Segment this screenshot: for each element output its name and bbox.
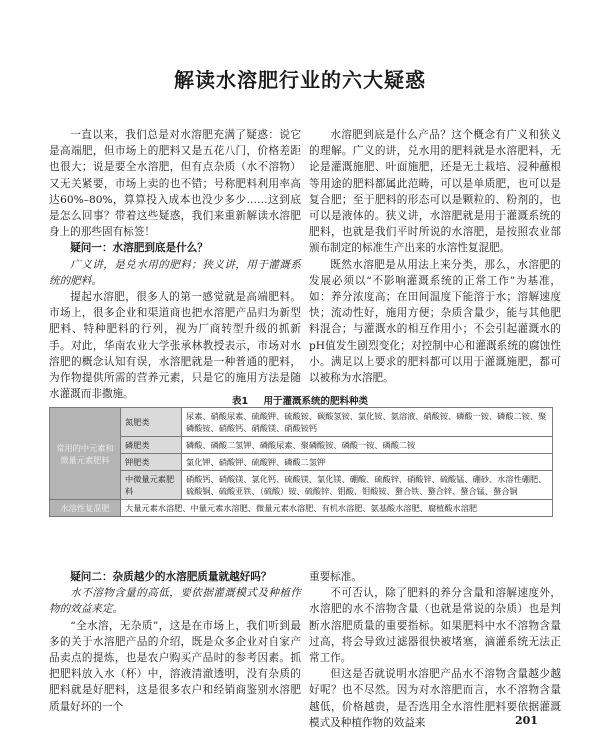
table-row-label: 磷肥类 xyxy=(121,437,182,454)
table-cell: 大量元素水溶肥、中量元素水溶肥、微量元素水溶肥、有机水溶肥、氨基酸水溶肥、腐植酸水溶肥 xyxy=(121,500,553,517)
table-cell: 硝酸钙、硝酸镁、氯化钙、硫酸镁、氯化镁、硼酸、硫酸锌、硝酸锌、硫酸锰、硼砂、水溶性硼肥、硫酸铜、硫酸亚铁、（硫酸）铵、硫酸锌、钼酸、钼酸铵、螯合铁、螯合锌、螯合锰、螯合铜 xyxy=(182,471,553,500)
table-row xyxy=(50,408,553,437)
table-caption xyxy=(0,393,600,407)
table-row xyxy=(50,500,553,517)
paragraph: “全水溶，无杂质”，这是在市场上，我们听到最多的关于水溶肥产品的介绍，既是众多企业对自家产品卖点的提炼，也是农户购买产品时的参考因素。抓把肥料放入水（杯）中，溶液清澈透明，没有杂质的肥料就是好肥料，这是很多农户和经销商鉴别水溶肥质量好坏的一个 xyxy=(49,619,301,713)
paragraph: 既然水溶肥是从用法上来分类，那么，水溶肥的发展必须以“不影响灌溉系统的正常工作”为基准，如：养分浓度高；在田间温度下能溶于水；溶解速度快；流动性好，施用方便；杂质含量少，能与其他肥料混合；与灌溉水的相互作用小；不会引起灌溉水的pH值发生剧烈变化；对控制中心和灌溉系统的腐蚀性小。满足以上要求的肥料都可以用于灌溉施肥，都可以被称为水溶肥。 xyxy=(309,258,561,385)
paragraph: 不可否认，除了肥料的养分含量和溶解速度外，水溶肥的水不溶物含量（也就是常说的杂质）也是判断水溶肥质量的重要指标。如果肥料中水不溶物含量过高，将会导致过滤器很快被堵塞，滴灌系统无法正常工作。 xyxy=(309,587,561,665)
table-group-label: 水溶性复混肥 xyxy=(50,500,121,517)
table-group-label: 常用的中元素和微量元素肥料 xyxy=(50,408,121,500)
table-cell: 磷酸、磷酸二氢钾、磷酸尿素、聚磷酸铵、磷酸一铵、磷酸二铵 xyxy=(182,437,553,454)
body-column-4 xyxy=(309,569,561,731)
body-column-1 xyxy=(49,127,301,402)
table-cell: 尿素、硝酸尿素、硫酸钾、硫酸铵、碳酸氢铵、氯化铵、氨溶液、硝酸铵、磷酸一铵、磷酸二铵、聚磷酸铵、硝酸钙、硝酸镁、硝酸铵钙 xyxy=(182,408,553,437)
fertilizer-types-table xyxy=(49,407,553,517)
paragraph: 提起水溶肥，很多人的第一感觉就是高端肥料。市场上，很多企业和渠道商也把水溶肥产品归为新型肥料、特种肥料的行列，视为厂商转型升级的抓新手。对此，华南农业大学张承林教授表示，市场对水溶肥的概念认知有误，水溶肥就是一种普通的肥料，为作物提供所需的营养元素，只是它的施用方法是随水灌溉而非撒施。 xyxy=(49,291,301,401)
article-title: 解读水溶肥行业的六大疑惑 xyxy=(174,68,426,92)
table-title: 用于灌溉系统的肥料种类 xyxy=(263,396,368,407)
table-row-label: 中微量元素肥料 xyxy=(121,471,182,500)
section-heading: 疑问二：杂质越少的水溶肥质量就越好吗？ xyxy=(70,571,272,583)
paragraph: 广义讲，是兑水用的肥料；狭义讲，用于灌溉系统的肥料。 xyxy=(49,258,301,287)
table-row xyxy=(50,454,553,471)
table-row-label: 钾肥类 xyxy=(121,454,182,471)
paragraph: 水溶肥到底是什么产品？这个概念有广义和狭义的理解。广义的讲，兑水用的肥料就是水溶肥料，无论是灌溉施肥、叶面施肥，还是无土栽培、浸种蘸根等用途的肥料都属此范畴，可以是单质肥，也可以是复合肥；至于肥料的形态可以是颗粒的、粉剂的，也可以是液体的。狭义讲，水溶肥就是用于灌溉系统的肥料，也就是我们平时所说的水溶肥，是按照农业部颁布制定的标准生产出来的水溶性复混肥。 xyxy=(309,129,561,255)
section-heading: 疑问一：水溶肥到底是什么？ xyxy=(70,242,208,255)
table-label: 表1 xyxy=(232,396,249,407)
table-cell: 氯化钾、硝酸钾、硫酸钾、磷酸二氢钾 xyxy=(182,454,553,471)
table-row xyxy=(50,471,553,500)
body-column-2 xyxy=(309,127,561,386)
paragraph: 水不溶物含量的高低，要依据灌溉模式及种植作物的效益来定。 xyxy=(49,587,301,616)
paragraph: 重要标准。 xyxy=(309,571,362,583)
paragraph: 一直以来，我们总是对水溶肥充满了疑惑：说它是高端肥，但市场上的肥料又是五花八门，价格差距也很大；说是要全水溶肥，但有点杂质（水不溶物）又无关紧要，市场上卖的也不错；号称肥料利用率高达60%–80%，算算投入成本也没少多少……这到底是怎么回事？带着这些疑惑，我们来重新解读水溶肥身上的那些固有标签！ xyxy=(49,129,301,239)
body-column-3 xyxy=(49,569,301,715)
table-row xyxy=(50,437,553,454)
table-row-label: 氮肥类 xyxy=(121,408,182,437)
paragraph: 但这是否就说明水溶肥产品水不溶物含量越少越好呢？也不尽然。因为对水溶肥而言，水不溶物含量越低，价格越贵，是否选用全水溶性肥料要依据灌溉模式及种植作物的效益来 xyxy=(309,668,561,729)
page-number: 201 xyxy=(515,714,538,727)
